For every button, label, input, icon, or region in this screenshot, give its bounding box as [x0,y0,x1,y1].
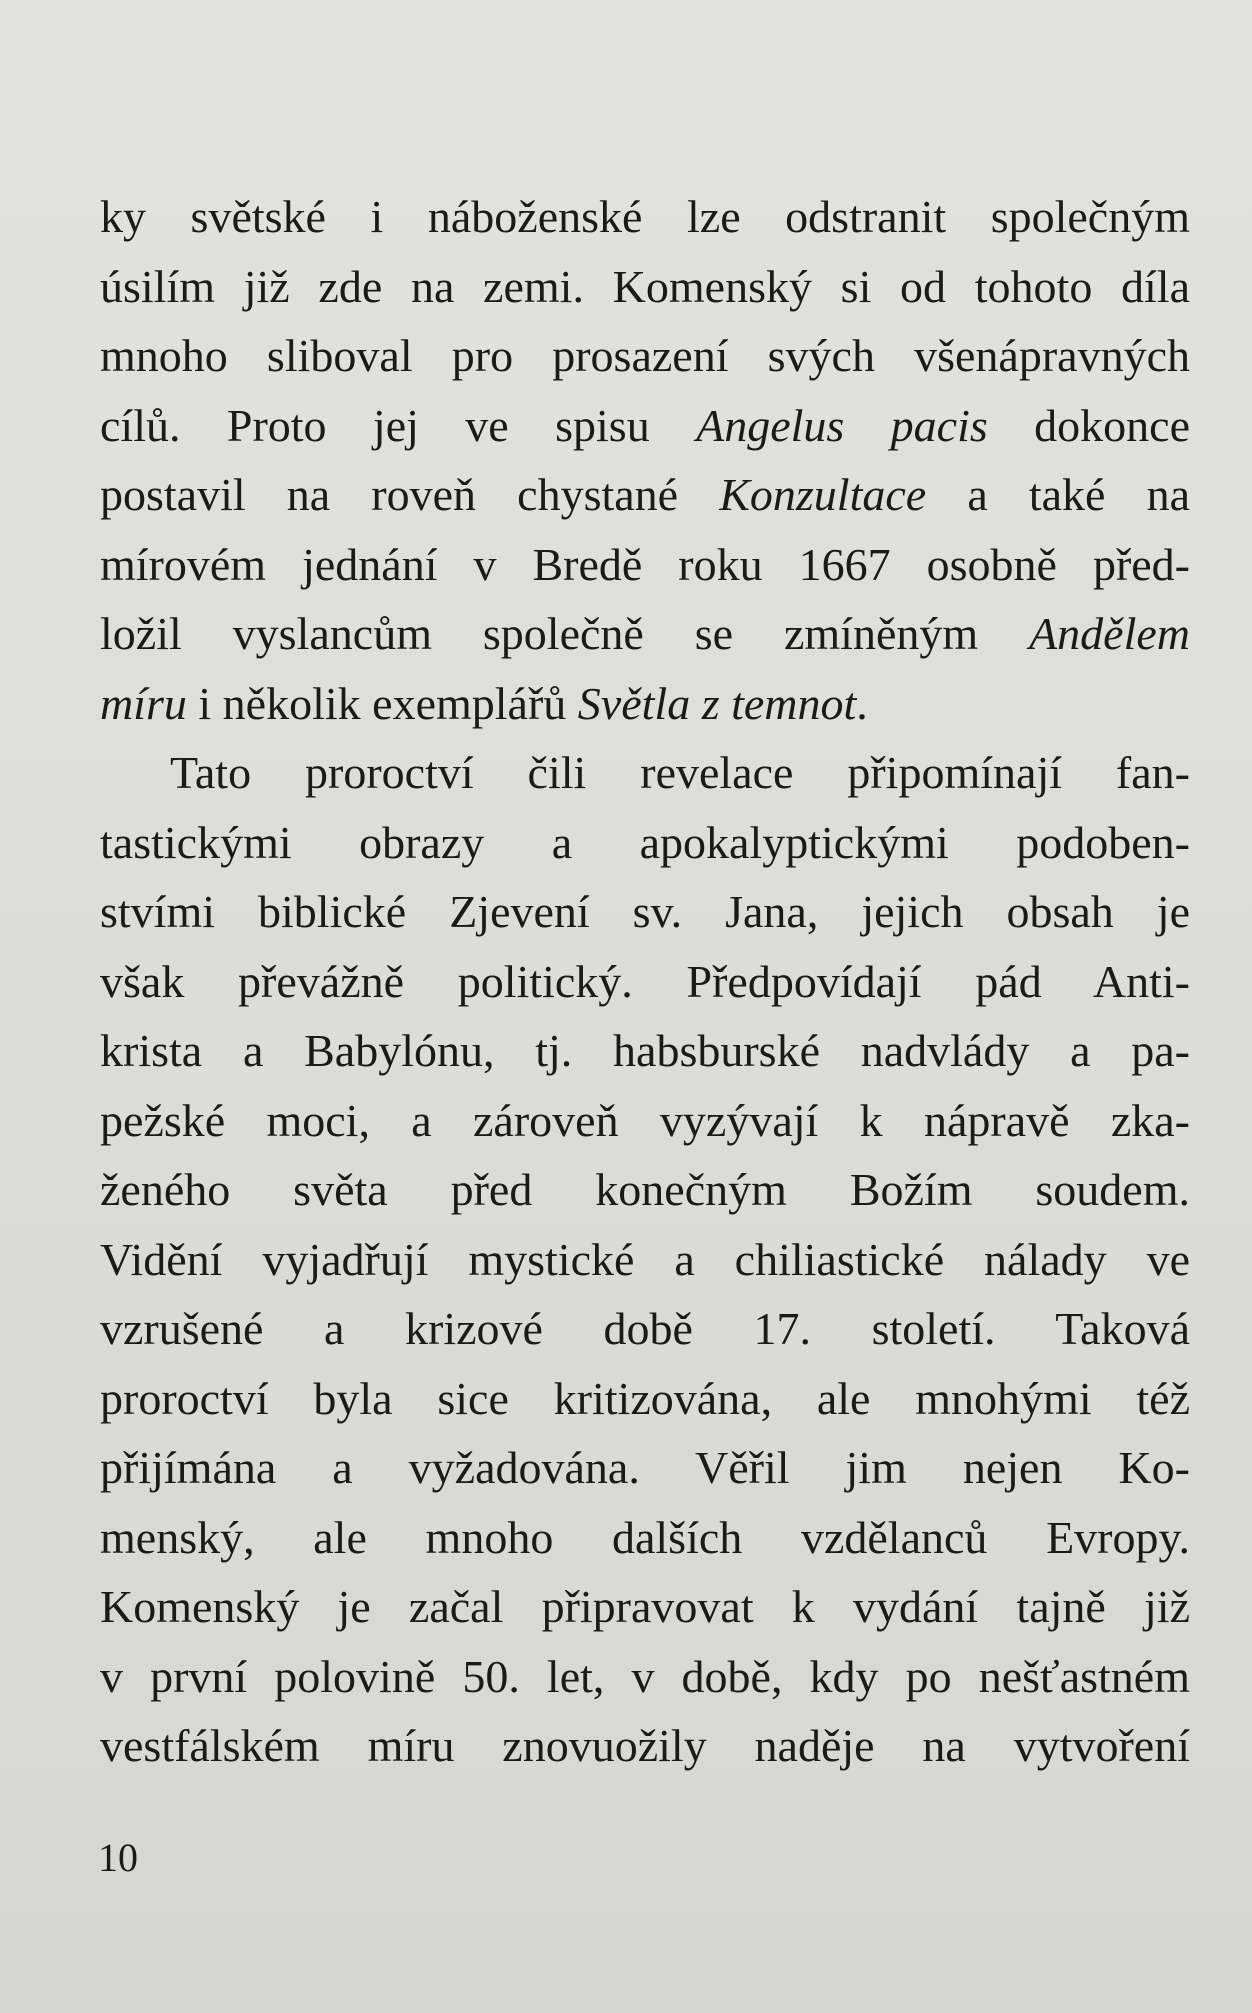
italic-title-text: míru [100,677,187,729]
text-line [100,391,1190,461]
text-line [100,321,1190,391]
text-segment: vestfálském míru znovuožily naděje na vytvoření [100,1720,1190,1771]
text-segment: Vidění vyjadřují mystické a chiliastické nálady ve [100,1233,1190,1285]
italic-title-text: Konzultace [719,469,927,520]
text-line [100,947,1190,1017]
text-line [100,808,1190,878]
text-line [100,738,1190,808]
text-segment: ky světské i náboženské lze odstranit společným [100,191,1190,242]
text-segment: ložil vyslancům společně se zmíněným [100,608,1030,659]
text-segment: mírovém jednání v Bredě roku 1667 osobně před- [100,538,1190,590]
text-line [100,599,1190,669]
text-segment: i několik exemplářů [186,677,578,729]
page-text [100,182,1190,1781]
text-segment: mnoho sliboval pro prosazení svých všenápravných [100,330,1190,381]
text-segment: úsilím již zde na zemi. Komenský si od tohoto díla [100,260,1190,312]
text-segment: proroctví byla sice kritizována, ale mnohými též [100,1372,1190,1424]
text-line [100,877,1190,947]
text-segment: . [856,677,868,729]
italic-title-text: Angelus pacis [696,399,988,451]
text-segment: ženého světa před konečným Božím soudem. [100,1164,1190,1215]
text-line [100,1086,1190,1156]
text-segment: však převážně politický. Předpovídají pád Anti- [100,955,1190,1007]
text-segment: tastickými obrazy a apokalyptickými podoben- [100,816,1190,868]
text-segment: dokonce [987,399,1191,451]
page-number: 10 [98,1835,138,1880]
text-line [100,1364,1190,1434]
text-line [100,1572,1190,1642]
text-line [100,1711,1190,1781]
text-segment: a také na [926,469,1190,520]
text-line [100,530,1190,600]
text-segment: pežské moci, a zároveň vyzývají k nápravě zka- [100,1094,1190,1146]
text-segment: stvími biblické Zjevení sv. Jana, jejich obsah je [100,886,1190,937]
text-segment: Tato proroctví čili revelace připomínají fan- [170,747,1190,798]
text-line [100,1155,1190,1225]
text-segment: krista a Babylónu, tj. habsburské nadvlády a pa- [100,1025,1190,1076]
italic-title-text: Světla z temnot [577,677,857,729]
text-line [100,1503,1190,1573]
text-segment: přijímána a vyžadována. Věřil jim nejen Ko- [100,1442,1190,1493]
text-segment: cílů. Proto jej ve spisu [100,399,697,451]
text-line [100,1225,1190,1295]
text-segment: v první polovině 50. let, v době, kdy po nešťastném [100,1650,1190,1702]
text-line [100,182,1190,252]
text-line [100,252,1190,322]
text-segment: postavil na roveň chystané [100,469,720,520]
text-line [100,460,1190,530]
text-line [100,1016,1190,1086]
text-segment: menský, ale mnoho dalších vzdělanců Evropy. [100,1511,1190,1563]
text-line [100,1433,1190,1503]
text-segment: Komenský je začal připravovat k vydání tajně již [100,1581,1190,1632]
text-segment: vzrušené a krizové době 17. století. Taková [100,1303,1190,1354]
text-line [100,669,1190,739]
text-line [100,1294,1190,1364]
italic-title-text: Andělem [1029,608,1190,659]
text-line [100,1642,1190,1712]
